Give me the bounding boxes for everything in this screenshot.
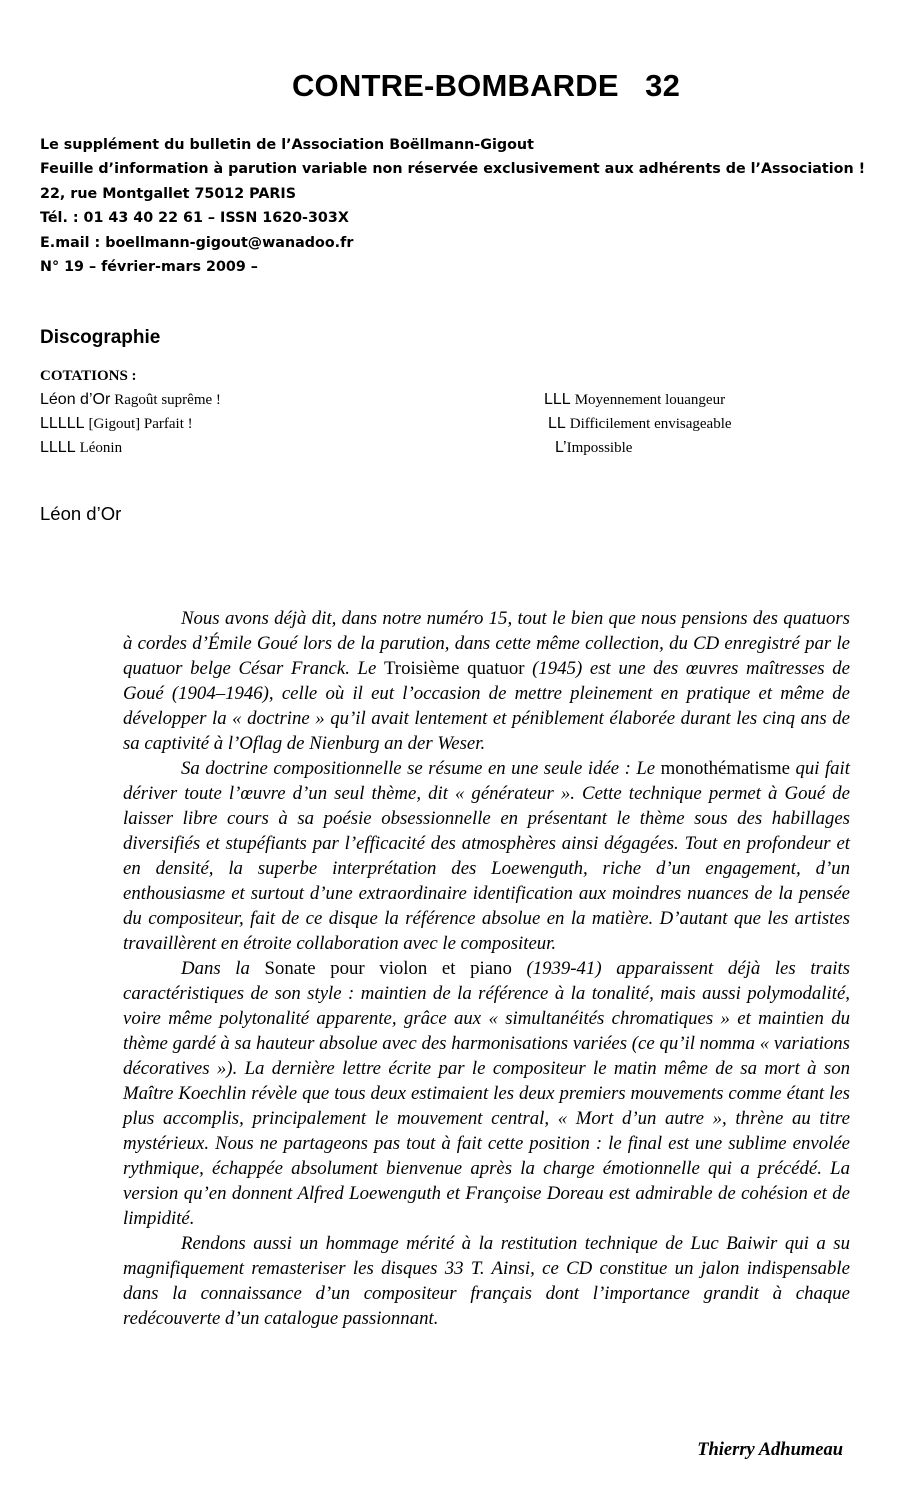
bulletin-header bbox=[40, 133, 890, 279]
header-line-email: E.mail : boellmann-gigout@wanadoo.fr bbox=[40, 234, 354, 251]
cotations-label: COTATIONS : bbox=[40, 368, 137, 384]
paragraph-text: Dans la bbox=[181, 958, 265, 979]
rating-right-3 bbox=[555, 438, 632, 458]
paragraph-text: (1939-41) apparaissent déjà les traits caractéristiques de son style : maintien de la référence à la tonalité, mais aussi polymodalité, voire même polytonalité apparente, grâce aux « simultanéités chromatiques » et maintien du thème gardé à sa hauteur absolue avec des harmonisations variées (ce qu’il nomma « variations décoratives »). La dernière lettre écrite par le compositeur le matin même de sa mort à son Maître Koechlin révèle que tous deux estimaient les deux premiers mouvements comme étant les plus accomplis, principalement le mouvement central, « Mort d’un autre », thrène au titre mystérieux. Nous ne partageons pas tout à fait cette position : le final est une sublime envolée rythmique, échappée absolument bienvenue après la charge émotionnelle qui a précédé. La version qu’en donnent Alfred Loewenguth et Françoise Doreau est admirable de cohésion et de limpidité. bbox=[123, 958, 850, 1229]
rating-symbol: LLLL bbox=[40, 439, 76, 456]
document-title: CONTRE-BOMBARDE 32 bbox=[291, 68, 681, 103]
rating-label: Impossible bbox=[566, 440, 633, 456]
rating-symbol: LLLLL bbox=[40, 415, 85, 432]
header-line-supplement: Le supplément du bulletin de l’Association Boëllmann-Gigout bbox=[40, 137, 534, 153]
award-heading: Léon d’Or bbox=[40, 503, 122, 524]
rating-label: [Gigout] Parfait ! bbox=[88, 416, 193, 432]
rating-label: Ragoût suprême ! bbox=[114, 392, 221, 408]
paragraph-text: Nous avons déjà dit, dans notre numéro 15, tout le bien que nous pensions des quatuors à cordes d’Émile Goué lors de la parution, dans cette même collection, du CD enregistré par le quatuor belge César Franck. Le bbox=[123, 608, 850, 679]
term: monothématisme bbox=[660, 758, 790, 779]
paragraph-text: Sa doctrine compositionnelle se résume en une seule idée : Le bbox=[181, 758, 661, 779]
review-paragraph bbox=[123, 756, 850, 956]
rating-symbol: L’ bbox=[555, 439, 567, 456]
author-signature: Thierry Adhumeau bbox=[697, 1440, 843, 1460]
review-article bbox=[123, 606, 850, 1331]
review-paragraph bbox=[123, 1231, 850, 1331]
work-title: Sonate pour violon et piano bbox=[264, 958, 512, 979]
rating-symbol: LL bbox=[548, 415, 566, 432]
rating-left-1 bbox=[40, 390, 221, 410]
rating-label: Difficilement envisageable bbox=[569, 416, 732, 432]
section-heading: Discographie bbox=[40, 327, 161, 348]
rating-symbol: LLL bbox=[544, 391, 571, 408]
rating-label: Léonin bbox=[79, 440, 123, 456]
header-line-address: 22, rue Montgallet 75012 PARIS bbox=[40, 185, 297, 202]
rating-right-1 bbox=[544, 390, 725, 410]
header-line-issue: N° 19 – février-mars 2009 – bbox=[40, 259, 258, 276]
rating-left-3 bbox=[40, 438, 122, 458]
review-paragraph bbox=[123, 956, 850, 1231]
rating-right-2 bbox=[548, 414, 732, 434]
rating-label: Moyennement louangeur bbox=[574, 392, 726, 408]
review-paragraph bbox=[123, 606, 850, 756]
work-title: Troisième quatuor bbox=[384, 658, 525, 679]
rating-symbol: Léon d’Or bbox=[40, 391, 111, 408]
rating-left-2 bbox=[40, 414, 193, 434]
paragraph-text: qui fait dériver toute l’œuvre d’un seul thème, dit « générateur ». Cette technique permet à Goué de laisser libre cours à sa poésie obsessionnelle en présentant le thème sous des habillages diversifiés et stupéfiants par l’efficacité des atmosphères ainsi dégagées. Tout en profondeur et en densité, la superbe interprétation des Loewenguth, riche d’un engagement, d’un enthousiasme et surtout d’une extraordinaire identification aux moindres nuances de la pensée du compositeur, fait de ce disque la référence absolue en la matière. D’autant que les artistes travaillèrent en étroite collaboration avec le compositeur. bbox=[123, 758, 850, 954]
paragraph-text: Rendons aussi un hommage mérité à la restitution technique de Luc Baiwir qui a su magnifiquement remasteriser les disques 33 T. Ainsi, ce CD constitue un jalon indispensable dans la connaissance d’un compositeur français dont l’importance grandit à chaque redécouverte d’un catalogue passionnant. bbox=[123, 1233, 850, 1329]
header-line-phone-issn: Tél. : 01 43 40 22 61 – ISSN 1620-303X bbox=[40, 210, 349, 227]
paragraph-text: (1945) est une des œuvres maîtresses de Goué (1904–1946), celle où il eut l’occasion de mettre pleinement en pratique et même de développer la « doctrine » qu’il avait lentement et péniblement élaborée durant les cinq ans de sa captivité à l’Oflag de Nienburg an der Weser. bbox=[123, 658, 850, 754]
header-line-description: Feuille d’information à parution variable non réservée exclusivement aux adhérents de l’Association ! bbox=[40, 161, 866, 178]
